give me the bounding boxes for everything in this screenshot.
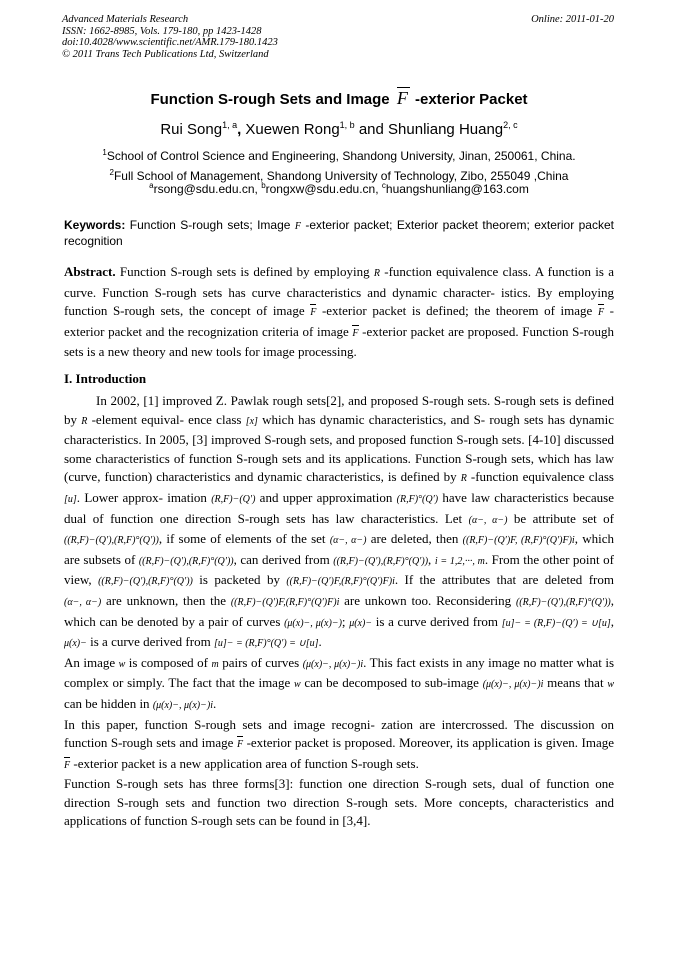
intro-t13: , xyxy=(428,551,435,567)
math-pair-6: ((R,F)−(Q′)F,(R,F)°(Q′)F)i xyxy=(230,596,340,608)
intro-t14: . From the other point of view, xyxy=(64,551,614,588)
keywords-label: Keywords: xyxy=(64,218,126,232)
math-mu-lower: μ(x)− xyxy=(349,617,373,629)
email-line xyxy=(0,181,678,196)
affiliation-1-text: School of Control Science and Engineering, Shandong University, Jinan, 250061, China. xyxy=(106,149,576,163)
abstract-symbol-f-1: F xyxy=(310,304,316,323)
math-mu-pair-1: (μ(x)−, μ(x)−) xyxy=(284,617,342,629)
journal-header xyxy=(62,14,278,60)
intro-t2: -element equival- ence class xyxy=(87,411,246,427)
math-f-bar-1: F xyxy=(237,736,243,755)
p2-t7: can be hidden in xyxy=(64,695,153,711)
math-mu-pair-4: (μ(x)−, μ(x)−)i xyxy=(152,699,213,711)
p2-t3: pairs of curves xyxy=(218,654,303,670)
math-equation-2: [u]− = (R,F)°(Q′) = ∪[u] xyxy=(213,638,319,650)
intro-t10: are deleted, then xyxy=(366,531,463,547)
intro-t4: -function equivalence class xyxy=(466,469,614,485)
abstract-s4: -exterior packet and the recognization criteria of image xyxy=(64,303,614,339)
keywords-block xyxy=(64,218,614,249)
abstract-symbol-f-3: F xyxy=(352,325,358,344)
intro-t7: have law characteristics because dual of function one direction S-rough sets has law characteristics. Let xyxy=(64,489,614,526)
intro-t11: , which are subsets of xyxy=(64,531,614,567)
math-pair-7: ((R,F)−(Q′),(R,F)°(Q′)) xyxy=(515,596,611,608)
math-w-1: w xyxy=(118,658,126,670)
author-2-name: Xuewen Rong xyxy=(245,121,340,138)
email-a: rsong@sdu.edu.cn, xyxy=(153,182,262,196)
issn-line: ISSN: 1662-8985, Vols. 179-180, pp 1423-1428 xyxy=(62,25,262,37)
intro-paragraph-1 xyxy=(64,392,614,654)
intro-t3: which has dynamic characteristics, and S- rough sets has dynamic characteristics. In 2005, [3] improved S-rough sets, and proposed function S-rough sets. [4-10] discussed some characteristics of function S-rough sets and its applications. Function S-rough sets, which has law (curve, function) characteristics and dynamic characteristics, is defined by xyxy=(64,411,615,485)
p2-t4: . This fact exists in any image no matter what is complex or simply. The fact that the image xyxy=(64,654,615,691)
affiliation-2-text: Full School of Management, Shandong University of Technology, Zibo, 255049 ,China xyxy=(113,169,569,183)
math-w-2: w xyxy=(293,679,301,691)
math-pair-3: ((R,F)−(Q′),(R,F)°(Q′)) xyxy=(333,555,429,567)
p3-t3: -exterior packet is a new application area of function S-rough sets. xyxy=(70,755,419,771)
math-x-class: [x] xyxy=(245,415,258,427)
email-c: huangshunliang@163.com xyxy=(385,182,529,196)
journal-name: Advanced Materials Research xyxy=(62,14,189,25)
paper-title xyxy=(0,88,678,109)
abstract-paragraph xyxy=(64,263,614,362)
math-alpha-set-1: (α−, α−) xyxy=(468,514,508,526)
abstract-s1: Function S-rough sets is defined by employing xyxy=(115,264,374,279)
p2-t6: means that xyxy=(543,675,608,691)
math-lower-approx: (R,F)−(Q′) xyxy=(211,493,256,505)
math-mu-upper: μ(x)− xyxy=(64,638,87,650)
intro-t16: . If the attributes that are deleted from xyxy=(394,572,614,588)
intro-t12: , can derived from xyxy=(233,551,334,567)
math-alpha-set-3: (α−, α−) xyxy=(64,596,102,608)
abstract-symbol-r: R xyxy=(373,268,380,279)
math-m: m xyxy=(211,658,219,670)
affiliation-1-sup: 1 xyxy=(102,148,107,157)
p3-t1: In this paper, function S-rough sets and image recogni- zation are intercrossed. The discussion on function S-rough sets and image xyxy=(64,716,614,751)
affiliation-2-sup: 2 xyxy=(109,168,114,177)
keywords-text-2: -exterior packet; Exterior packet theorem; exterior packet recognition xyxy=(64,218,614,248)
math-index-range: i = 1,2,···, m xyxy=(434,555,485,567)
math-mu-pair-3: (μ(x)−, μ(x)−)i xyxy=(482,679,544,691)
math-pair-2: ((R,F)−(Q′),(R,F)°(Q′)) xyxy=(138,555,234,567)
p4-t1: Function S-rough sets has three forms[3]: function one direction S-rough sets, dual of function one direction S-rough sets and function two direction S-rough sets. More concepts, characteristics and applications of function S-rough sets can be found in [3,4]. xyxy=(64,776,614,829)
intro-t23: is a curve derived from xyxy=(86,634,214,650)
math-pair-4: ((R,F)−(Q′),(R,F)°(Q′)) xyxy=(98,576,193,588)
author-3-name: Shunliang Huang xyxy=(388,121,504,138)
intro-t22: , xyxy=(610,613,614,629)
p2-t5: can be decomposed to sub-image xyxy=(300,675,483,691)
math-r-2: R xyxy=(460,473,467,485)
author-1-sup: 1, a xyxy=(222,120,238,130)
affiliation-1 xyxy=(0,148,678,163)
math-u-class: [u] xyxy=(64,493,77,505)
math-upper-approx: (R,F)°(Q′) xyxy=(396,493,439,505)
math-f-bar-2: F xyxy=(64,757,70,776)
math-mu-pair-2: (μ(x)−, μ(x)−)i xyxy=(302,658,364,670)
title-part-2: -exterior Packet xyxy=(410,91,528,108)
intro-t24: . xyxy=(318,634,322,650)
math-pair-5: ((R,F)−(Q′)F,(R,F)°(Q′)F)i xyxy=(286,576,395,588)
intro-t18: are unkown too. Reconsidering xyxy=(339,592,516,608)
email-b: rongxw@sdu.edu.cn, xyxy=(265,182,382,196)
p2-t2: is composed of xyxy=(125,654,212,670)
doi-line: doi:10.4028/www.scientific.net/AMR.179-180.1423 xyxy=(62,37,278,48)
intro-t15: is packeted by xyxy=(192,572,287,588)
title-part-1: Function S-rough Sets and Image xyxy=(150,91,394,108)
intro-t19: , which can be denoted by a pair of curves xyxy=(64,592,615,629)
intro-t6: and upper approximation xyxy=(255,489,397,505)
email-c-sup: c xyxy=(381,181,386,190)
author-1-name: Rui Song xyxy=(160,121,223,138)
intro-paragraph-4 xyxy=(64,775,614,831)
abstract-s5: -exterior packet are proposed. Function S-rough sets is a new theory and new tools for image processing. xyxy=(64,323,614,360)
introduction-body xyxy=(64,392,614,831)
math-r-1: R xyxy=(81,415,88,427)
intro-paragraph-3 xyxy=(64,716,614,776)
p2-t1: An image xyxy=(64,654,119,670)
email-b-sup: b xyxy=(261,181,266,190)
math-subset-2: , (R,F)°(Q′)F)i xyxy=(515,535,575,547)
section-heading-introduction: I. Introduction xyxy=(64,371,147,386)
p2-t8: . xyxy=(212,695,217,711)
math-subset-1: ((R,F)−(Q′)F xyxy=(462,535,515,547)
keywords-text-1: Function S-rough sets; Image xyxy=(125,218,295,232)
math-alpha-set-2: (α−, α−) xyxy=(329,535,367,547)
intro-t9: , if some of elements of the set xyxy=(158,531,330,547)
author-2-sup: 1, b xyxy=(339,120,355,130)
author-sep-2: and xyxy=(354,121,389,138)
author-3-sup: 2, c xyxy=(503,120,518,130)
abstract-s3: -exterior packet is defined; the theorem of image xyxy=(316,303,598,319)
intro-paragraph-2 xyxy=(64,654,614,716)
title-symbol-f-bar: F xyxy=(394,88,411,109)
author-sep-1: , xyxy=(237,121,246,138)
copyright-line: © 2011 Trans Tech Publications Ltd, Switzerland xyxy=(62,48,269,60)
abstract-symbol-f-2: F xyxy=(598,304,604,323)
intro-t1: In 2002, [1] improved Z. Pawlak rough sets[2], and proposed S-rough sets. S-rough sets is defined by xyxy=(64,393,614,427)
math-equation-1: [u]− = (R,F)−(Q′) = ∪[u] xyxy=(501,617,611,629)
intro-t20: ; xyxy=(341,613,350,629)
intro-t21: is a curve derived from xyxy=(372,613,502,629)
intro-t8: be attribute set of xyxy=(507,510,615,526)
math-pair-1: ((R,F)−(Q′),(R,F)°(Q′)) xyxy=(64,535,159,547)
keywords-symbol-f: F xyxy=(294,221,301,232)
email-a-sup: a xyxy=(149,181,154,190)
math-w-3: w xyxy=(607,679,614,691)
p3-t2: -exterior packet is proposed. Moreover, its application is given. Image xyxy=(243,735,614,751)
online-date: Online: 2011-01-20 xyxy=(531,14,614,25)
intro-t17: are unknown, then the xyxy=(101,592,231,608)
author-list xyxy=(0,120,678,138)
abstract-s2: -function equivalence class. A function is a curve. Function S-rough sets has curve characteristics and dynamic character- istics. By employing function S-rough sets, the concept of image xyxy=(64,264,615,319)
abstract-label: Abstract. xyxy=(64,264,116,279)
intro-t5: . Lower approx- imation xyxy=(76,489,212,505)
